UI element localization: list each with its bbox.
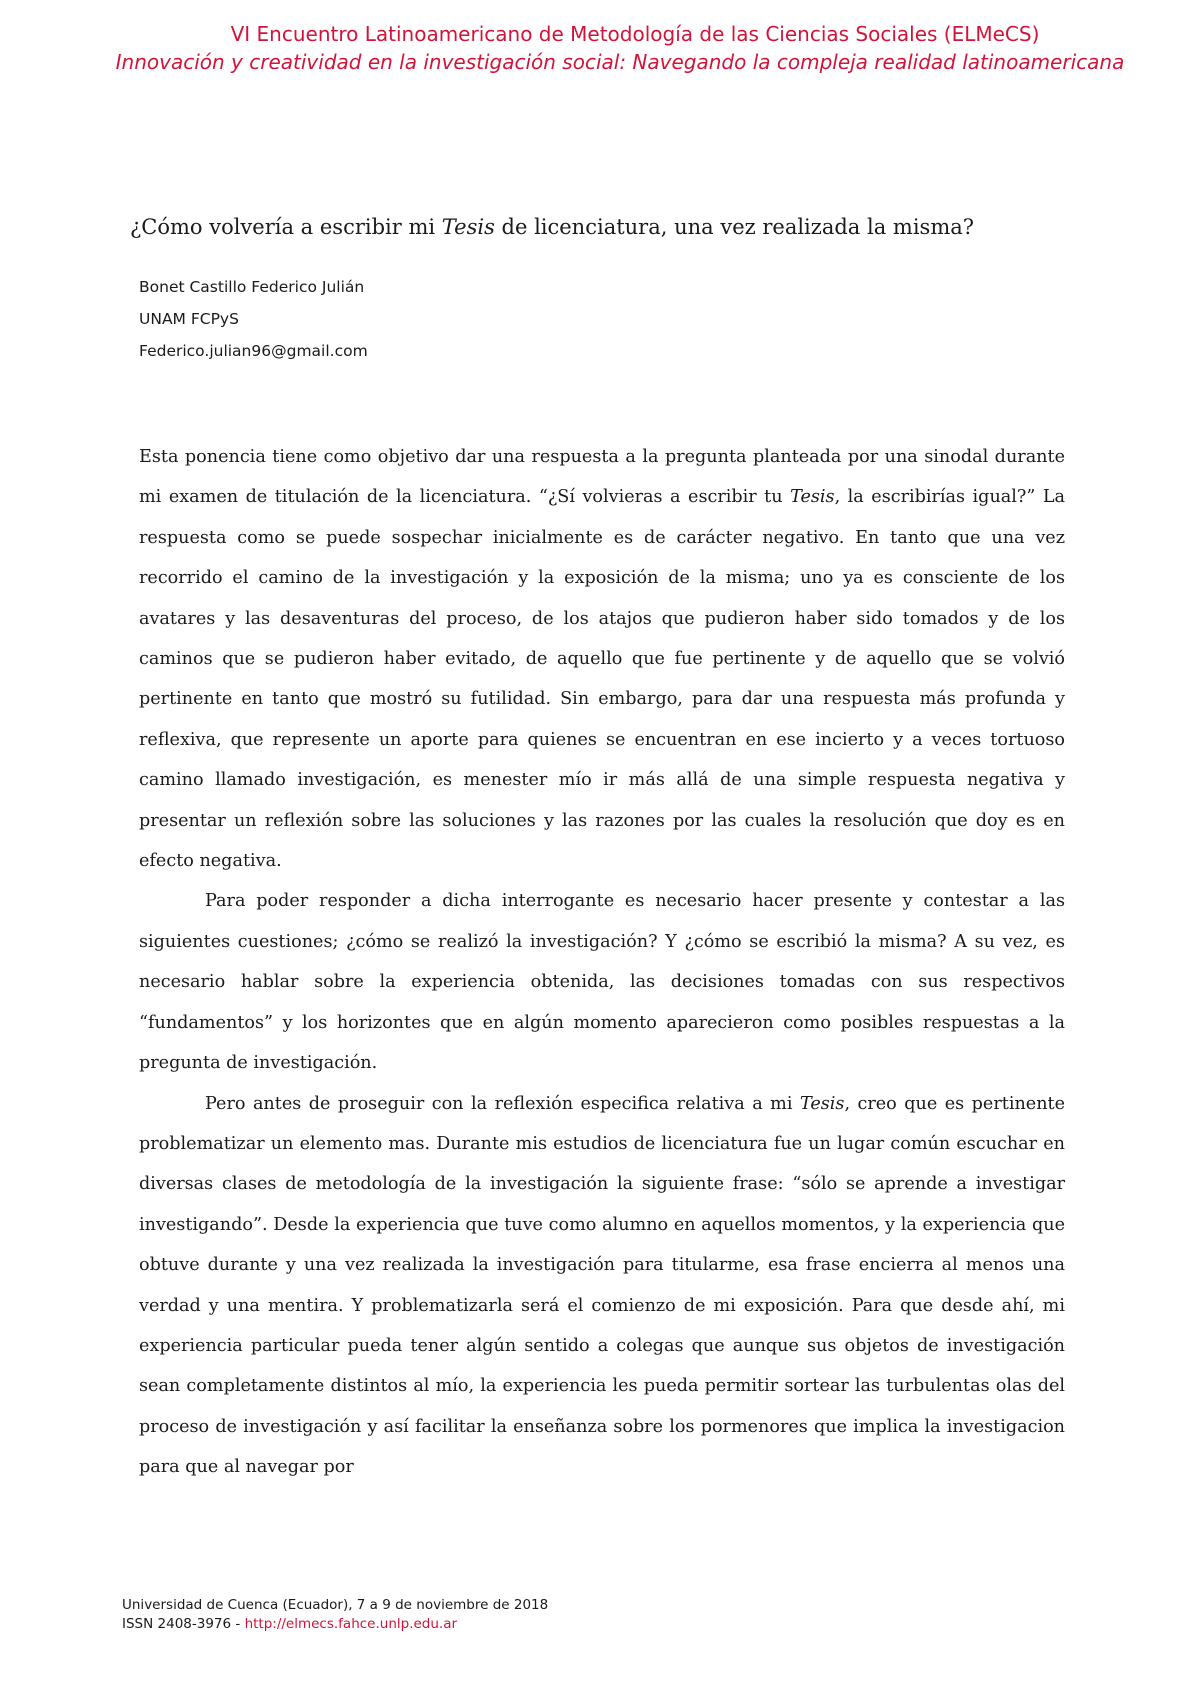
- conference-header: [0, 20, 1200, 76]
- title-part-1: ¿Cómo volvería a escribir mi: [130, 215, 442, 239]
- conference-theme: Innovación y creatividad en la investigación social: Navegando la compleja realidad latinoamericana: [115, 50, 1125, 74]
- footer-issn: ISSN 2408-3976 -: [122, 1616, 245, 1632]
- paragraph-1: [139, 437, 1065, 881]
- paragraph-2: Para poder responder a dicha interrogante es necesario hacer presente y contestar a las siguientes cuestiones; ¿cómo se realizó la investigación? Y ¿cómo se escribió la misma? A su vez, es necesario hablar sobre la experiencia obtenida, las decisiones tomadas con sus respectivos “fundamentos” y los horizontes que en algún momento aparecieron como posibles respuestas a la pregunta de investigación.: [139, 891, 1065, 1074]
- p3-italic: Tesis: [799, 1093, 845, 1114]
- author-email: Federico.julian96@gmail.com: [139, 342, 368, 360]
- footer-venue: Universidad de Cuenca (Ecuador), 7 a 9 de noviembre de 2018: [122, 1597, 549, 1613]
- title-part-2: de licenciatura, una vez realizada la misma?: [494, 215, 975, 239]
- title-italic: Tesis: [441, 215, 495, 239]
- footer-url-link[interactable]: http://elmecs.fahce.unlp.edu.ar: [244, 1616, 458, 1632]
- p3-text-b: , creo que es pertinente problematizar un elemento mas. Durante mis estudios de licenciatura fue un lugar común escuchar en diversas clases de metodología de la investigación la siguiente frase: “sólo se aprende a investigar investigando”. Desde la experiencia que tuve como alumno en aquellos momentos, y la experiencia que obtuve durante y una vez realizada la investigación para titularme, esa frase encierra al menos una verdad y una mentira. Y problematizarla será el comienzo de mi exposición. Para que desde ahí, mi experiencia particular pueda tener algún sentido a colegas que aunque sus objetos de investigación sean completamente distintos al mío, la experiencia les pueda permitir sortear las turbulentas olas del proceso de investigación y así facilitar la enseñanza sobre los pormenores que implica la investigacion para que al navegar por: [139, 1093, 1066, 1478]
- p1-text-a: Esta ponencia tiene como objetivo dar una respuesta a la pregunta planteada por una sinodal durante mi examen de titulación de la licenciatura. “¿Sí volvieras a escribir tu: [139, 447, 1065, 508]
- p1-italic: Tesis: [790, 487, 835, 508]
- footer-issn-line: [122, 1615, 548, 1634]
- p1-text-b: , la escribirías igual?” La respuesta como se puede sospechar inicialmente es de carácter negativo. En tanto que una vez recorrido el camino de la investigación y la exposición de la misma; uno ya es consciente de los avatares y las desaventuras del proceso, de los atajos que pudieron haber sido tomados y de los caminos que se pudieron haber evitado, de aquello que fue pertinente y de aquello que se volvió pertinente en tanto que mostró su futilidad. Sin embargo, para dar una respuesta más profunda y reflexiva, que represente un aporte para quienes se encuentran en ese incierto y a veces tortuoso camino llamado investigación, es menester mío ir más allá de una simple respuesta negativa y presentar un reflexión sobre las soluciones y las razones por las cuales la resolución que doy es en efecto negativa.: [139, 487, 1065, 872]
- paragraph-3: [139, 1084, 1065, 1488]
- page-footer: [122, 1596, 548, 1634]
- p3-text-a: Pero antes de proseguir con la reflexión especifica relativa a mi: [205, 1093, 800, 1114]
- body-text: [139, 437, 1065, 1488]
- conference-title: VI Encuentro Latinoamericano de Metodología de las Ciencias Sociales (ELMeCS): [230, 22, 1040, 46]
- paper-title: [130, 212, 1080, 242]
- author-name: Bonet Castillo Federico Julián: [139, 278, 365, 296]
- author-institution: UNAM FCPyS: [139, 310, 239, 328]
